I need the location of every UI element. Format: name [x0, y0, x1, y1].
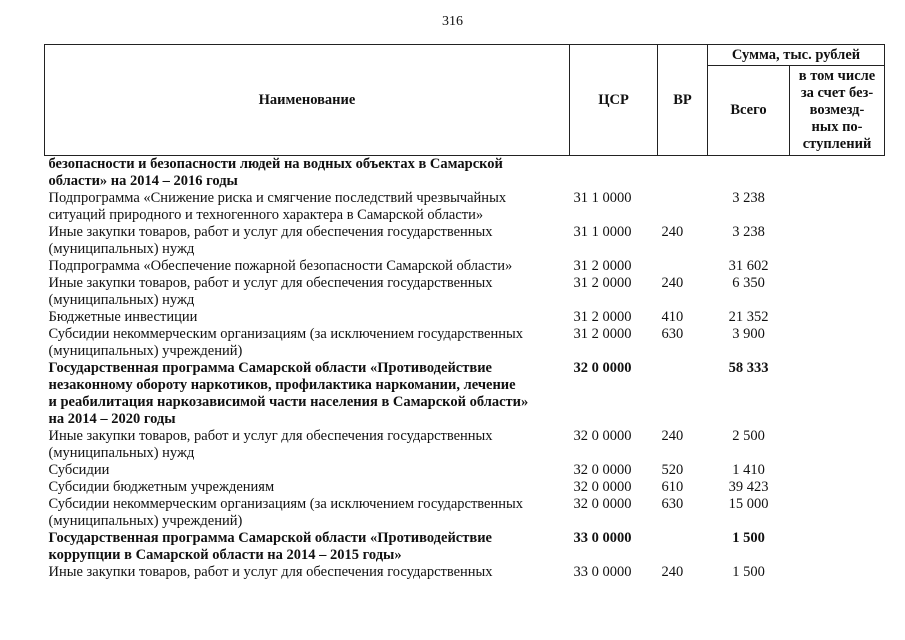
row-total: 21 352	[728, 309, 769, 325]
row-csr: 32 0 0000	[573, 479, 632, 495]
row-total: 1 500	[732, 564, 765, 580]
row-incl	[790, 190, 885, 224]
row-name-line: области» на 2014 – 2016 годы	[48, 173, 238, 189]
header-csr: ЦСР	[570, 45, 658, 156]
row-total: 3 238	[732, 224, 765, 240]
row-total: 31 602	[728, 258, 769, 274]
row-name-line: безопасности и безопасности людей на водных объектах в Самарской	[48, 156, 503, 172]
row-name-line: Государственная программа Самарской области «Противодействие	[48, 360, 492, 376]
row-name-line: (муниципальных) нужд	[48, 445, 195, 461]
row-name-line: ситуаций природного и техногенного характера в Самарской области»	[48, 207, 484, 223]
row-name-line: на 2014 – 2020 годы	[48, 411, 176, 427]
header-incl-line: ных по-	[811, 119, 863, 135]
row-incl	[790, 360, 885, 428]
row-incl	[790, 479, 885, 496]
row-incl	[790, 309, 885, 326]
header-incl-line: в том числе	[798, 68, 876, 84]
row-total	[708, 156, 790, 191]
row-csr: 32 0 0000	[573, 496, 632, 512]
table-row	[45, 496, 885, 530]
row-name-line: Субсидии бюджетным учреждениям	[48, 479, 275, 495]
row-vr: 520	[661, 462, 684, 478]
row-name	[45, 479, 570, 496]
table-row	[45, 275, 885, 309]
row-total: 3 238	[732, 190, 765, 206]
row-vr	[658, 190, 708, 224]
row-name	[45, 496, 570, 530]
page-number: 316	[442, 14, 463, 29]
row-name-line: коррупции в Самарской области на 2014 – 2015 годы»	[48, 547, 402, 563]
row-name	[45, 275, 570, 309]
row-name-line: Подпрограмма «Обеспечение пожарной безопасности Самарской области»	[48, 258, 513, 274]
row-vr: 240	[661, 564, 684, 580]
row-name	[45, 224, 570, 258]
row-name-line: (муниципальных) учреждений)	[48, 343, 243, 359]
budget-table	[44, 44, 885, 581]
row-total: 39 423	[728, 479, 769, 495]
row-name	[45, 530, 570, 564]
row-name-line: (муниципальных) нужд	[48, 241, 195, 257]
row-name	[45, 428, 570, 462]
row-name-line: незаконному обороту наркотиков, профилактика наркомании, лечение	[48, 377, 516, 393]
row-total: 15 000	[728, 496, 769, 512]
row-vr	[658, 156, 708, 191]
row-name-line: Иные закупки товаров, работ и услуг для обеспечения государственных	[48, 564, 493, 580]
row-name-line: (муниципальных) учреждений)	[48, 513, 243, 529]
row-name	[45, 258, 570, 275]
row-name-line: и реабилитация наркозависимой части населения в Самарской области»	[48, 394, 529, 410]
table-row	[45, 224, 885, 258]
row-name	[45, 190, 570, 224]
row-incl	[790, 530, 885, 564]
header-vr: ВР	[658, 45, 708, 156]
row-csr: 32 0 0000	[573, 428, 632, 444]
row-total: 6 350	[732, 275, 765, 291]
row-name	[45, 326, 570, 360]
row-name-line: Иные закупки товаров, работ и услуг для обеспечения государственных	[48, 428, 493, 444]
row-name-line: Иные закупки товаров, работ и услуг для обеспечения государственных	[48, 275, 493, 291]
row-csr: 31 1 0000	[573, 190, 632, 206]
header-incl-line: ступлений	[802, 136, 872, 152]
row-name-line: Субсидии некоммерческим организациям (за исключением государственных	[48, 496, 523, 512]
row-csr: 33 0 0000	[573, 564, 632, 580]
row-incl	[790, 564, 885, 581]
table-row	[45, 326, 885, 360]
table-row	[45, 564, 885, 581]
row-vr: 630	[661, 496, 684, 512]
table-row	[45, 309, 885, 326]
row-name	[45, 309, 570, 326]
table-header	[45, 45, 885, 156]
table-row	[45, 190, 885, 224]
row-vr	[658, 530, 708, 564]
row-vr: 630	[661, 326, 684, 342]
row-total: 58 333	[728, 360, 769, 376]
row-incl	[790, 496, 885, 530]
row-csr: 31 2 0000	[573, 309, 632, 325]
row-vr	[658, 258, 708, 275]
row-csr: 31 2 0000	[573, 326, 632, 342]
row-name	[45, 564, 570, 581]
row-vr: 610	[661, 479, 684, 495]
row-vr	[658, 360, 708, 428]
row-total: 3 900	[732, 326, 765, 342]
table-row	[45, 258, 885, 275]
row-vr: 240	[661, 428, 684, 444]
row-total: 2 500	[732, 428, 765, 444]
row-name	[45, 156, 570, 191]
row-name-line: Иные закупки товаров, работ и услуг для обеспечения государственных	[48, 224, 493, 240]
row-csr	[570, 156, 658, 191]
row-name	[45, 360, 570, 428]
header-total: Всего	[708, 66, 790, 156]
table-row	[45, 156, 885, 191]
row-name-line: Субсидии	[48, 462, 110, 478]
row-vr: 240	[661, 224, 684, 240]
row-total: 1 500	[732, 530, 765, 546]
row-csr: 32 0 0000	[573, 462, 632, 478]
row-name-line: (муниципальных) нужд	[48, 292, 195, 308]
row-incl	[790, 224, 885, 258]
row-incl	[790, 258, 885, 275]
row-name	[45, 462, 570, 479]
row-incl	[790, 275, 885, 309]
row-incl	[790, 156, 885, 191]
row-name-line: Субсидии некоммерческим организациям (за исключением государственных	[48, 326, 523, 342]
row-incl	[790, 462, 885, 479]
header-name: Наименование	[45, 45, 570, 156]
row-csr: 31 2 0000	[573, 258, 632, 274]
row-vr: 240	[661, 275, 684, 291]
row-csr: 32 0 0000	[573, 360, 632, 376]
table-row	[45, 428, 885, 462]
row-name-line: Подпрограмма «Снижение риска и смягчение последствий чрезвычайных	[48, 190, 507, 206]
table-row	[45, 462, 885, 479]
table-row	[45, 479, 885, 496]
table-row	[45, 360, 885, 428]
header-incl-line: за счет без-	[800, 85, 874, 101]
header-incl	[790, 66, 885, 156]
row-name-line: Государственная программа Самарской области «Противодействие	[48, 530, 492, 546]
row-csr: 31 1 0000	[573, 224, 632, 240]
row-incl	[790, 428, 885, 462]
row-name-line: Бюджетные инвестиции	[48, 309, 198, 325]
row-vr: 410	[661, 309, 684, 325]
header-incl-line: возмезд-	[809, 102, 865, 118]
table-row	[45, 530, 885, 564]
row-csr: 31 2 0000	[573, 275, 632, 291]
row-total: 1 410	[732, 462, 765, 478]
row-incl	[790, 326, 885, 360]
header-sum: Сумма, тыс. рублей	[708, 45, 885, 66]
row-csr: 33 0 0000	[573, 530, 632, 546]
table-body	[45, 156, 885, 582]
